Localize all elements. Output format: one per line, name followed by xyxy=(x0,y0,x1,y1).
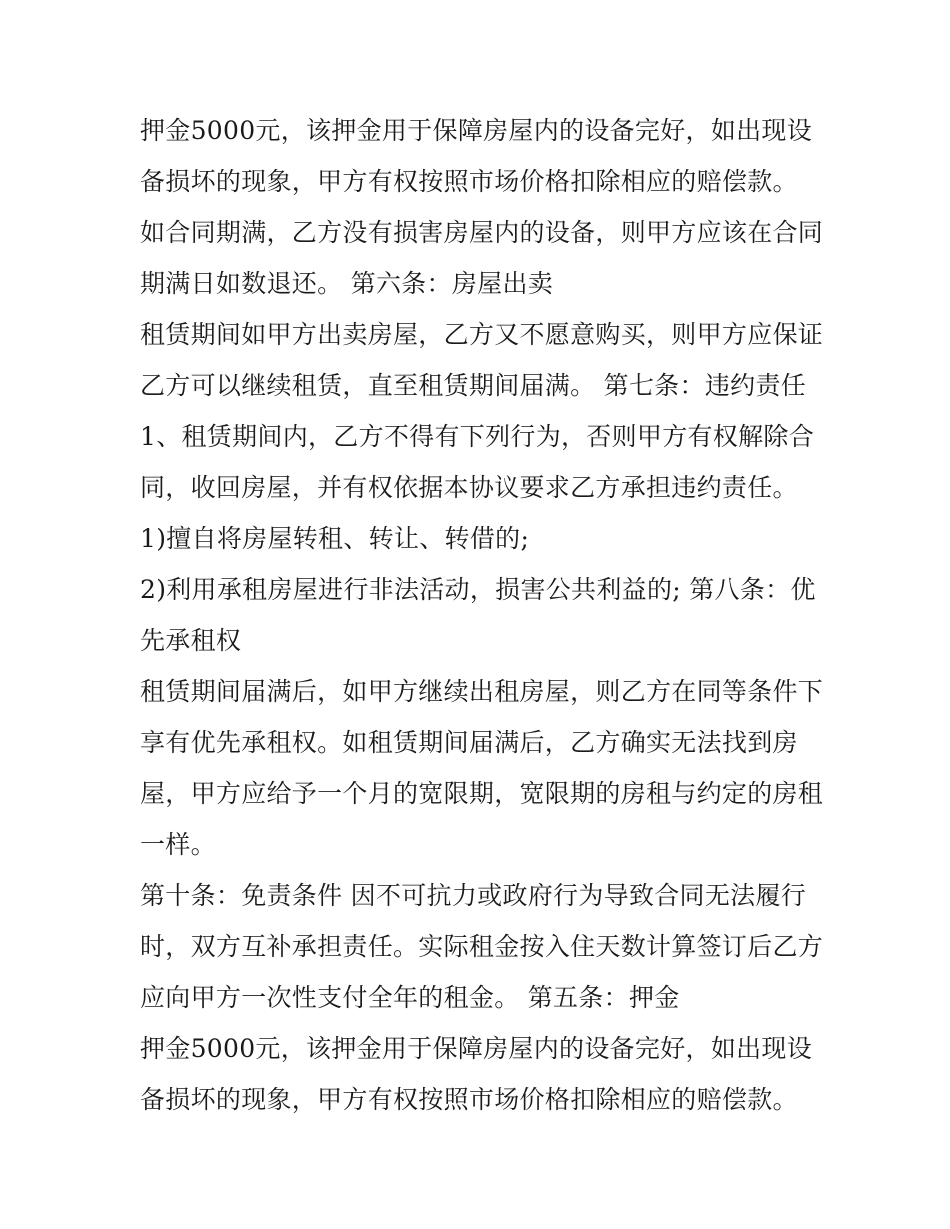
text-line: 租赁期间届满后，如甲方继续出租房屋，则乙方在同等条件下 xyxy=(140,677,824,706)
text-line: 备损坏的现象，甲方有权按照市场价格扣除相应的赔偿款。 xyxy=(140,167,798,196)
text-line: 先承租权 xyxy=(140,626,242,655)
text-line: 一样。 xyxy=(140,830,216,859)
text-line: 备损坏的现象，甲方有权按照市场价格扣除相应的赔偿款。 xyxy=(140,1085,798,1114)
text-line: 第十条：免责条件 因不可抗力或政府行为导致合同无法履行 xyxy=(140,881,807,910)
text-line: 租赁期间如甲方出卖房屋，乙方又不愿意购买，则甲方应保证 xyxy=(140,320,824,349)
text-line: 享有优先承租权。如租赁期间届满后，乙方确实无法找到房 xyxy=(140,728,798,757)
document-body xyxy=(140,105,824,1125)
text-line: 乙方可以继续租赁，直至租赁期间届满。 第七条：违约责任 xyxy=(140,371,807,400)
text-line: 屋，甲方应给予一个月的宽限期，宽限期的房租与约定的房租 xyxy=(140,779,824,808)
text-line: 应向甲方一次性支付全年的租金。 第五条：押金 xyxy=(140,983,680,1012)
text-line: 如合同期满，乙方没有损害房屋内的设备，则甲方应该在合同 xyxy=(140,218,824,247)
text-line: 时，双方互补承担责任。实际租金按入住天数计算签订后乙方 xyxy=(140,932,824,961)
text-line: 1、租赁期间内，乙方不得有下列行为，否则甲方有权解除合 xyxy=(140,422,815,451)
text-line: 1)擅自将房屋转租、转让、转借的; xyxy=(140,524,530,553)
text-line: 同，收回房屋，并有权依据本协议要求乙方承担违约责任。 xyxy=(140,473,798,502)
text-line: 2)利用承租房屋进行非法活动，损害公共利益的; 第八条：优 xyxy=(140,575,816,604)
text-line: 押金5000元，该押金用于保障房屋内的设备完好，如出现设 xyxy=(140,1034,813,1063)
text-line: 期满日如数退还。 第六条：房屋出卖 xyxy=(140,269,554,298)
text-line: 押金5000元，该押金用于保障房屋内的设备完好，如出现设 xyxy=(140,116,813,145)
